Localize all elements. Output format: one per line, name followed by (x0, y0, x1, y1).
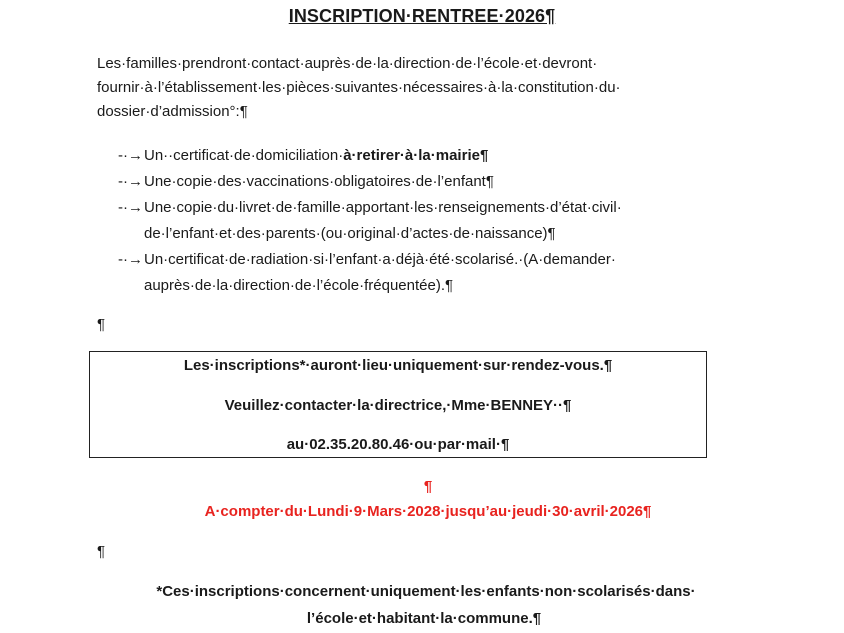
list-item-continuation: de·l’enfant·et·des·parents·(ou·original·d’actes·de·naissance)¶ (144, 225, 556, 242)
box-line: Veuillez·contacter·la·directrice,·Mme·BENNEY··¶ (224, 397, 572, 414)
list-item (118, 247, 738, 299)
bullet-arrow: -·→ (118, 199, 143, 216)
required-documents-list (118, 143, 738, 299)
list-item (118, 195, 738, 247)
bullet-arrow: -·→ (118, 173, 143, 190)
intro-line: Les·familles·prendront·contact·auprès·de·la·direction·de·l’école·et·devront· (97, 55, 598, 72)
list-item-continuation: auprès·de·la·direction·de·l’école·fréquentée).¶ (144, 277, 454, 294)
empty-paragraph: ¶ (97, 543, 106, 560)
bullet-arrow: -·→ (118, 251, 143, 268)
footnote-line: l’école·et·habitant·la·commune.¶ (306, 610, 542, 627)
bullet-arrow: -·→ (118, 147, 143, 164)
document-title: INSCRIPTION·RENTREE·2026¶ (288, 6, 556, 26)
footnote-line: *Ces·inscriptions·concernent·uniquement·les·enfants·non·scolarisés·dans· (156, 583, 696, 600)
list-item-text: Une·copie·des·vaccinations·obligatoires·de·l’enfant¶ (144, 173, 494, 190)
appointment-box (89, 351, 707, 458)
list-item-bold: à·retirer·à·la·mairie¶ (343, 147, 489, 164)
box-line: Les·inscriptions*·auront·lieu·uniquement·sur·rendez-vous.¶ (183, 357, 613, 374)
list-item-text: Un··certificat·de·domiciliation· (144, 147, 344, 164)
registration-dates: A·compter·du·Lundi·9·Mars·2028·jusqu’au·jeudi·30·avril·2026¶ (204, 503, 652, 520)
list-item (118, 169, 738, 195)
list-item (118, 143, 738, 169)
intro-paragraph (97, 52, 717, 124)
red-pilcrow: ¶ (423, 478, 433, 495)
intro-line: fournir·à·l’établissement·les·pièces·suivantes·nécessaires·à·la·constitution·du· (97, 79, 621, 96)
empty-paragraph: ¶ (97, 316, 106, 333)
list-item-text: Un·certificat·de·radiation·si·l’enfant·a·déjà·été·scolarisé.·(A·demander· (144, 251, 616, 268)
intro-line: dossier·d’admission°:¶ (97, 103, 248, 120)
box-line: au·02.35.20.80.46·ou·par·mail·¶ (286, 436, 510, 453)
list-item-text: Une·copie·du·livret·de·famille·apportant·les·renseignements·d’état·civil· (144, 199, 622, 216)
